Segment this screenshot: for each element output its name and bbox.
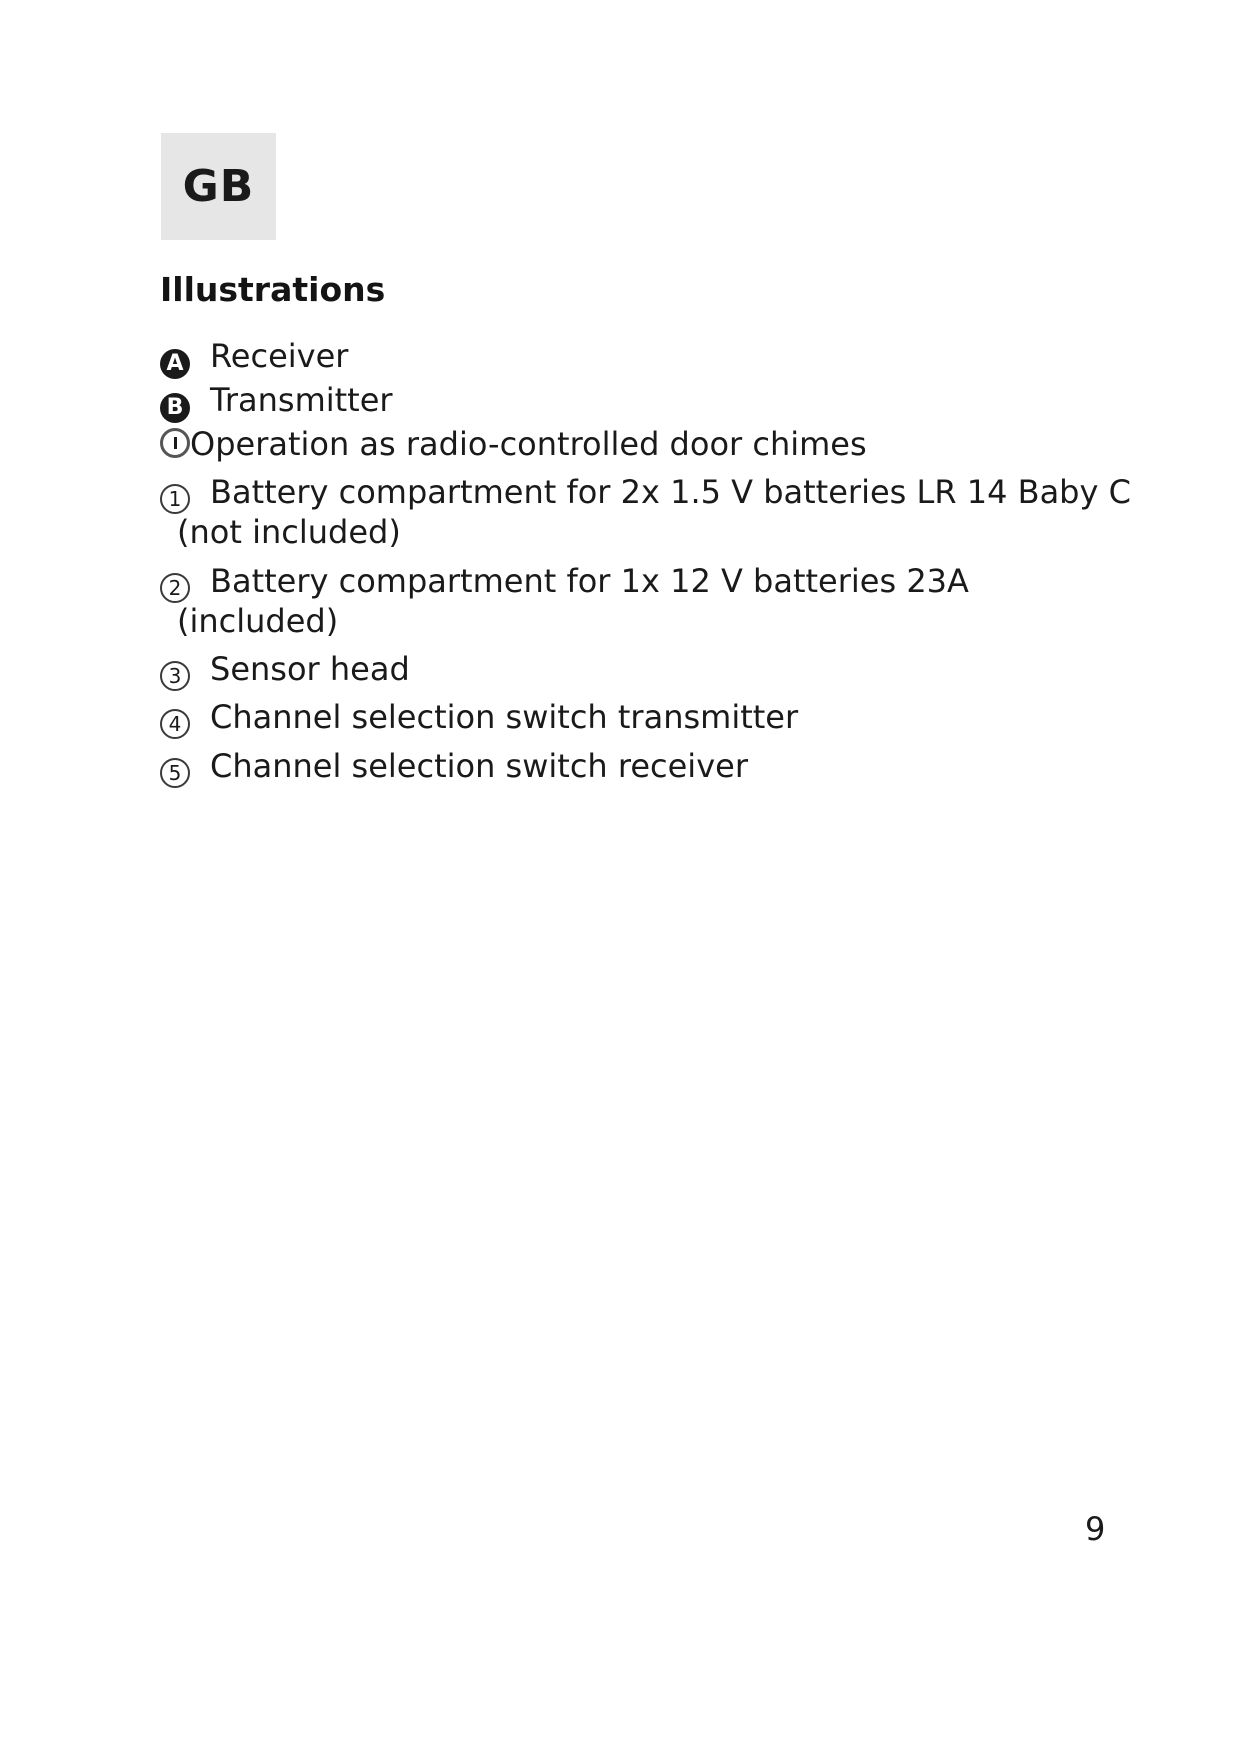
legend-item-continuation: (not included)	[177, 513, 401, 551]
legend-item-label: Battery compartment for 1x 12 V batteries 23A	[210, 562, 969, 600]
marker-a-icon: A	[160, 349, 190, 379]
legend-item-continuation: (included)	[177, 602, 339, 640]
circled-number-1-icon: 1	[160, 484, 190, 514]
circled-number-3-icon: 3	[160, 661, 190, 691]
language-tab	[161, 133, 276, 240]
legend-item-transmitter	[160, 380, 393, 423]
operation-mode-icon	[160, 428, 190, 458]
legend-item-label: Channel selection switch transmitter	[210, 698, 799, 736]
legend-item-label: Battery compartment for 2x 1.5 V batteries LR 14 Baby C	[210, 473, 1131, 511]
language-tab-label: GB	[182, 161, 255, 212]
legend-item-channel-receiver	[160, 746, 748, 788]
legend-item-operation	[160, 424, 867, 464]
legend-item-channel-transmitter	[160, 697, 798, 739]
circled-number-2-icon: 2	[160, 573, 190, 603]
legend-item-label: Operation as radio-controlled door chimes	[190, 425, 867, 463]
legend-item-label: Transmitter	[210, 381, 393, 419]
legend-item-battery-receiver	[160, 472, 1131, 514]
legend-item-battery-transmitter	[160, 561, 969, 603]
section-title: Illustrations	[160, 270, 386, 309]
marker-b-icon: B	[160, 393, 190, 423]
legend-item-sensor-head	[160, 649, 410, 691]
circled-number-5-icon: 5	[160, 758, 190, 788]
legend-item-receiver	[160, 336, 348, 379]
legend-item-label: Sensor head	[210, 650, 410, 688]
circled-number-4-icon: 4	[160, 709, 190, 739]
page-number: 9	[1085, 1510, 1106, 1548]
legend-item-label: Channel selection switch receiver	[210, 747, 748, 785]
legend-item-label: Receiver	[210, 337, 349, 375]
